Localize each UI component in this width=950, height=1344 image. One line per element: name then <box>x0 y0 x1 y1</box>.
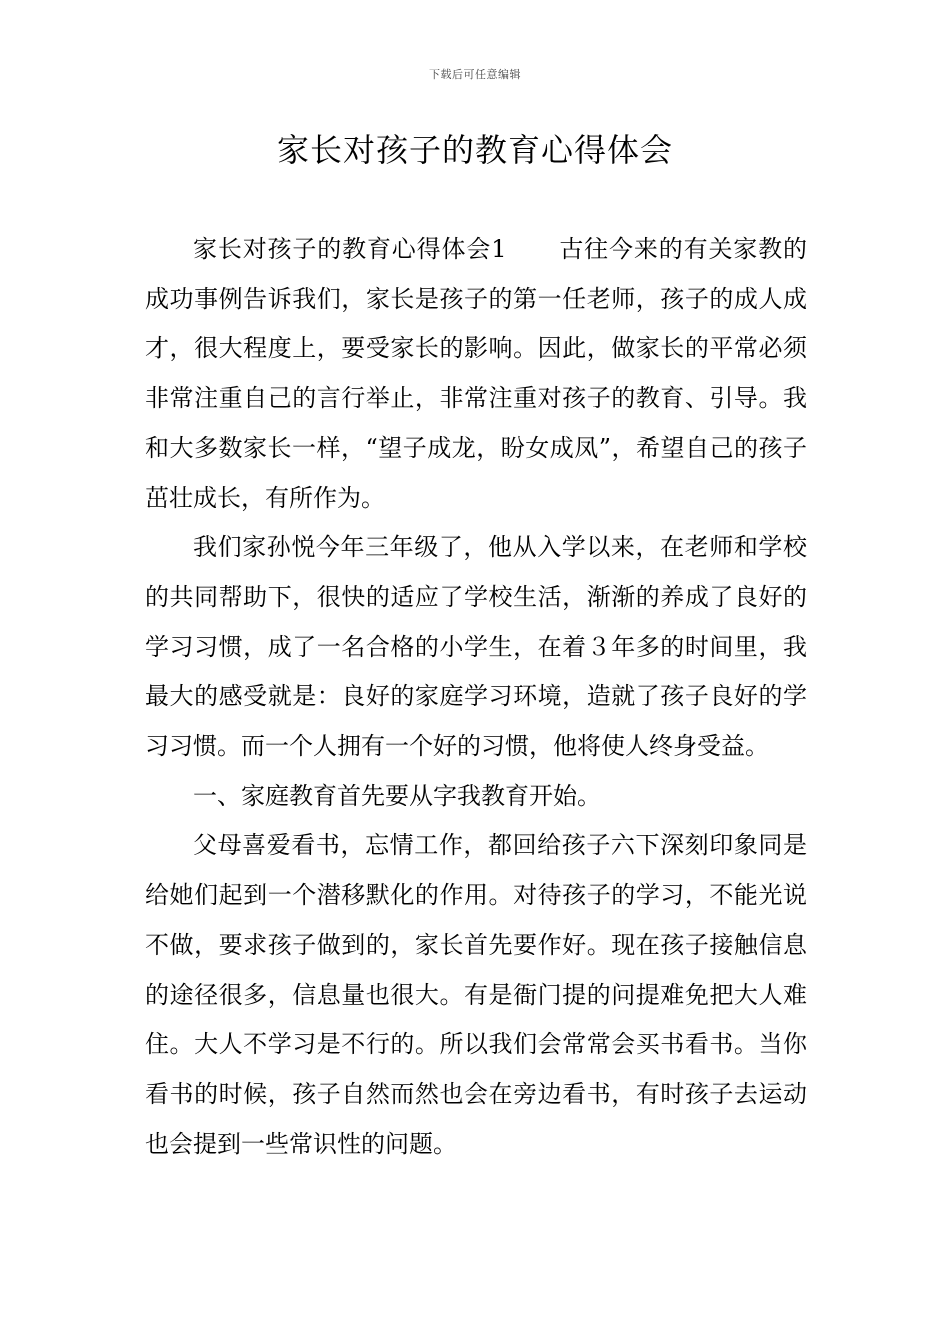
paragraph-2: 我们家孙悦今年三年级了，他从入学以来，在老师和学校的共同帮助下，很快的适应了学校生活，渐渐的养成了良好的学习习惯，成了一名合格的小学生，在着３年多的时间里，我最大的感受就是：良好的家庭学习环境，造就了孩子良好的学习习惯。而一个人拥有一个好的习惯，他将使人终身受益。 <box>145 533 807 761</box>
header-note: 下载后可任意编辑 <box>429 68 521 81</box>
paragraph-1-text: 古往今来的有关家教的成功事例告诉我们，家长是孩子的第一任老师，孩子的成人成才，很大程度上，要受家长的影响。因此，做家长的平常必须非常注重自己的言行举止，非常注重对孩子的教育、引导。我和大多数家长一样，“望子成龙，盼女成凤”，希望自己的孩子茁壮成长，有所作为。 <box>145 235 807 512</box>
section-heading: 家长对孩子的教育心得体会1 <box>193 235 507 263</box>
paragraph-3: 一、家庭教育首先要从字我教育开始。 <box>193 781 601 810</box>
document-title: 家长对孩子的教育心得体会 <box>276 131 673 169</box>
paragraph-4: 父母喜爱看书，忘情工作，都回给孩子六下深刻印象同是给她们起到一个潜移默化的作用。对待孩子的学习，不能光说不做，要求孩子做到的，家长首先要作好。现在孩子接触信息的途径很多，信息量也很大。有是衙门提的问提难免把大人难住。大人不学习是不行的。所以我们会常常会买书看书。当你看书的时候，孩子自然而然也会在旁边看书，有时孩子去运动也会提到一些常识性的问题。 <box>145 831 807 1158</box>
document-body <box>145 225 807 1169</box>
paragraph-1 <box>145 225 807 523</box>
